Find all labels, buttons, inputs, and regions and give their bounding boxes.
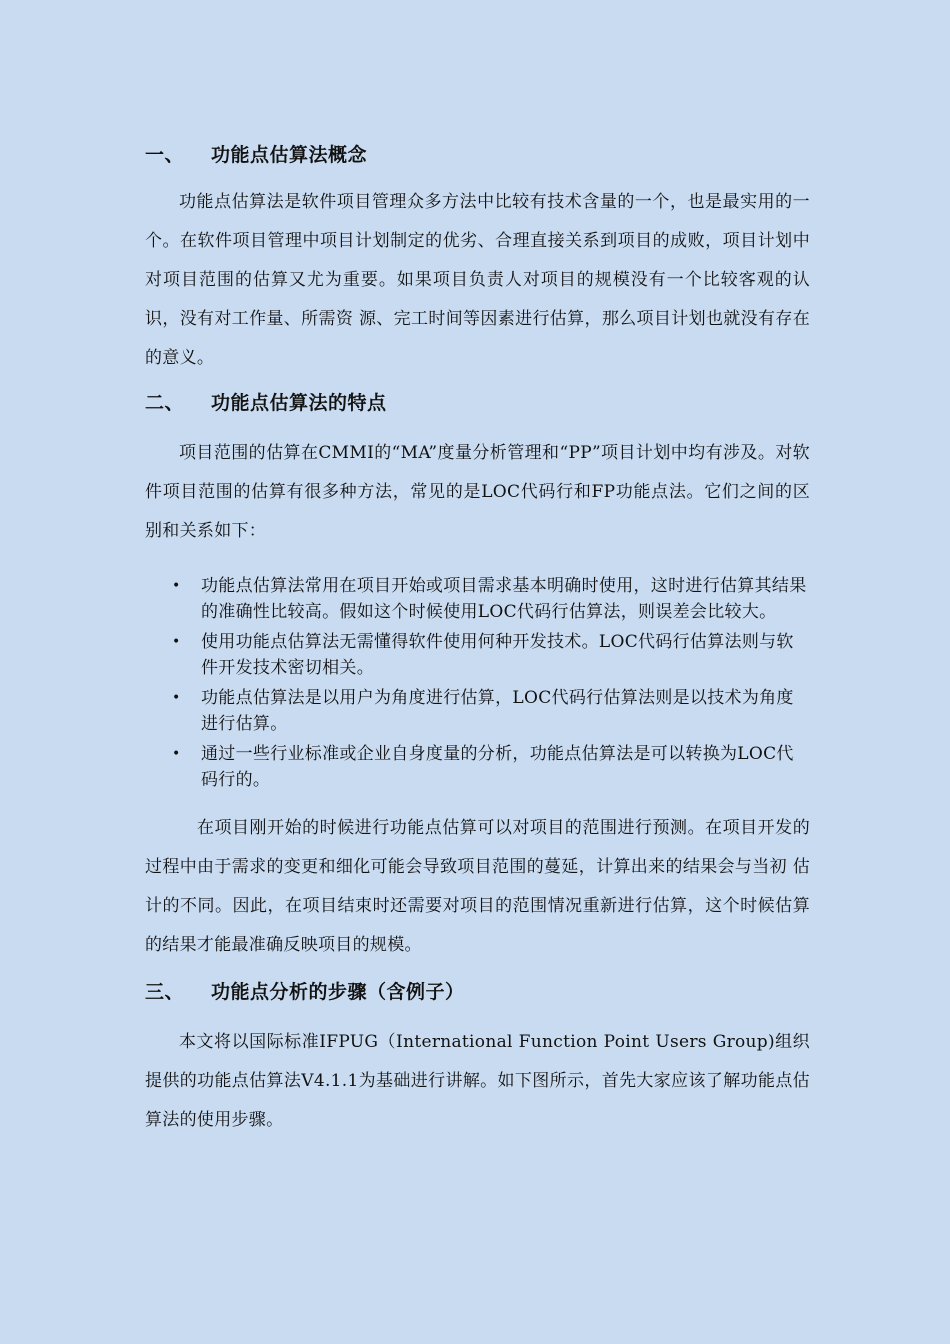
list-item bbox=[145, 573, 810, 625]
list-item-text: 功能点估算法是以用户为角度进行估算，LOC代码行估算法则是以技术为角度进行估算。 bbox=[201, 688, 794, 734]
section-number: 三、 bbox=[145, 980, 185, 1003]
section-heading-2 bbox=[145, 386, 810, 416]
paragraph: 在项目刚开始的时候进行功能点估算可以对项目的范围进行预测。在项目开发的过程中由于需求的变更和细化可能会导致项目范围的蔓延，计算出来的结果会与当初 估计的不同。因此，在项目结束时还需要对项目的范围情况重新进行估算，这个时候估算的结果才能最准确反映项目的规模。 bbox=[145, 818, 810, 955]
bullet-icon: • bbox=[172, 746, 181, 762]
section-title: 功能点分析的步骤（含例子） bbox=[211, 980, 465, 1003]
bullet-icon: • bbox=[172, 634, 181, 650]
section-heading-1 bbox=[145, 138, 810, 168]
list-item-text: 使用功能点估算法无需懂得软件使用何种开发技术。LOC代码行估算法则与软件开发技术密切相关。 bbox=[201, 632, 794, 678]
section-number: 二、 bbox=[145, 391, 185, 414]
bullet-icon: • bbox=[172, 690, 181, 706]
paragraph: 功能点估算法是软件项目管理众多方法中比较有技术含量的一个，也是最实用的一个。在软件项目管理中项目计划制定的优劣、合理直接关系到项目的成败，项目计划中对项目范围的估算又尤为重要。如果项目负责人对项目的规模没有一个比较客观的认识，没有对工作量、所需资 源、完工时间等因素进行估算，那么项目计划也就没有存在的意义。 bbox=[145, 192, 810, 368]
document-body bbox=[145, 138, 810, 1140]
paragraph: 项目范围的估算在CMMI的“MA”度量分析管理和“PP”项目计划中均有涉及。对软件项目范围的估算有很多种方法，常见的是LOC代码行和FP功能点法。它们之间的区别和关系如下： bbox=[145, 443, 810, 541]
bullet-list bbox=[145, 573, 810, 793]
list-item-text: 功能点估算法常用在项目开始或项目需求基本明确时使用，这时进行估算其结果的准确性比较高。假如这个时候使用LOC代码行估算法，则误差会比较大。 bbox=[201, 576, 807, 622]
section-number: 一、 bbox=[145, 143, 185, 166]
list-item bbox=[145, 741, 810, 793]
section-heading-3 bbox=[145, 975, 810, 1005]
bullet-icon: • bbox=[172, 578, 181, 594]
section-title: 功能点估算法概念 bbox=[211, 143, 368, 166]
list-item bbox=[145, 685, 810, 737]
section-title: 功能点估算法的特点 bbox=[211, 391, 387, 414]
list-item-text: 通过一些行业标准或企业自身度量的分析，功能点估算法是可以转换为LOC代码行的。 bbox=[201, 744, 794, 790]
list-item bbox=[145, 629, 810, 681]
paragraph: 本文将以国际标准IFPUG（International Function Point Users Group)组织提供的功能点估算法V4.1.1为基础进行讲解。如下图所示，首先大家应该了解功能点估算法的使用步骤。 bbox=[145, 1032, 810, 1130]
